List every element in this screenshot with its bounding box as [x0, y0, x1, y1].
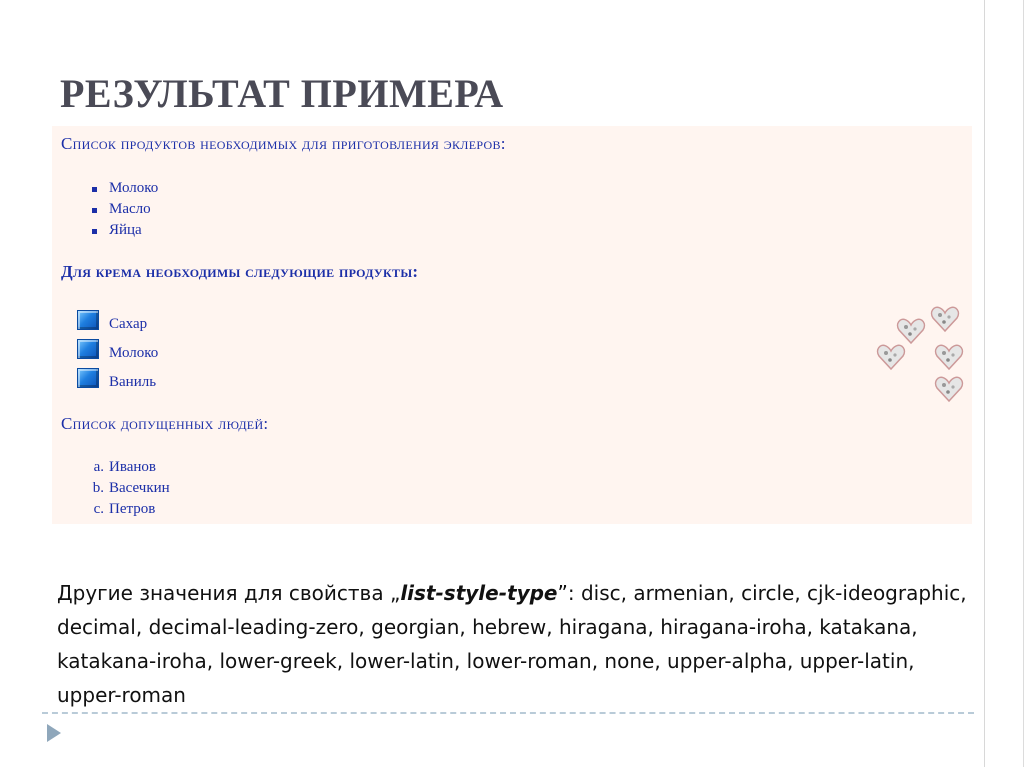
list-item [52, 368, 158, 397]
list-item [52, 478, 170, 499]
list-item-label: Петров [109, 501, 156, 517]
heart-icon [876, 342, 906, 372]
example-result-box [52, 126, 972, 524]
slide-right-rule [984, 0, 985, 767]
demo-list-image-bullets [52, 310, 158, 397]
blue-square-bullet-icon [77, 310, 99, 330]
description-prefix: Другие значения для свойства „ [57, 581, 401, 605]
list-item-label: Молоко [109, 345, 159, 361]
demo-list-lower-alpha [52, 457, 170, 520]
list-item: Яйца [52, 220, 158, 241]
description-values: ”: disc, armenian, circle, cjk-ideographic, decimal, decimal-leading-zero, georgian, hebrew, hiragana, hiragana-iroha, katakana, katakana-iroha, lower-greek, lower-latin, lower-roman, none, upper-alpha, upper-latin, upper-roman [57, 581, 967, 707]
demo-list-square [52, 178, 158, 241]
footer-divider [42, 712, 974, 714]
blue-square-bullet-icon [77, 368, 99, 388]
list-item [52, 457, 170, 478]
list-marker: c. [93, 501, 104, 517]
list-item [52, 310, 158, 339]
list-item [52, 339, 158, 368]
list-style-type-description [57, 576, 977, 712]
demo-heading-ingredients: Список продуктов необходимых для приготовления эклеров: [61, 134, 506, 153]
list-item-label: Сахар [109, 316, 148, 332]
list-item [52, 499, 170, 520]
demo-heading-people: Список допущенных людей: [61, 414, 269, 433]
heart-icon [930, 304, 960, 334]
demo-heading-cream: Для крема необходимы следующие продукты: [61, 262, 419, 281]
slide-title: РЕЗУЛЬТАТ ПРИМЕРА [60, 71, 504, 116]
list-item-label: Иванов [109, 459, 156, 475]
triangle-right-icon[interactable] [46, 723, 62, 743]
heart-icon [934, 374, 964, 404]
heart-icon [934, 342, 964, 372]
hearts-decoration [874, 304, 974, 408]
list-item-label: Васечкин [109, 480, 170, 496]
list-item-label: Ваниль [109, 374, 157, 390]
list-marker: a. [93, 459, 104, 475]
property-name: list-style-type [400, 581, 558, 605]
blue-square-bullet-icon [77, 339, 99, 359]
list-marker: b. [92, 480, 104, 496]
list-item: Масло [52, 199, 158, 220]
list-item: Молоко [52, 178, 158, 199]
